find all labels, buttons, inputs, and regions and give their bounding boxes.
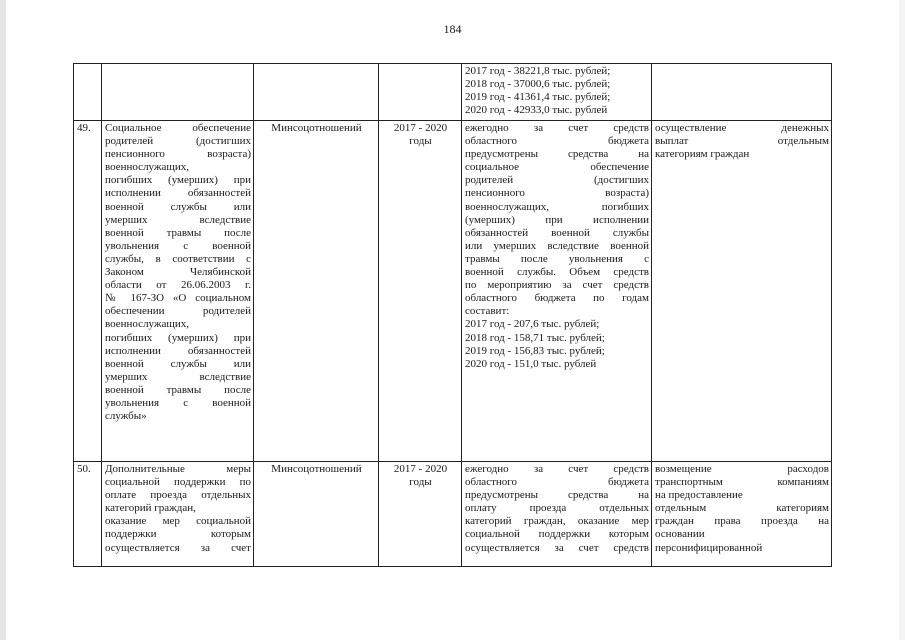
- cell-text-line: ежегодно за счет средств: [465, 122, 649, 134]
- cell-text-line: категориям граждан: [655, 148, 750, 161]
- table-row: [74, 121, 832, 462]
- cell-text-line: оплату проезда отдельных: [465, 502, 649, 515]
- cell-text-line: основании: [655, 528, 705, 541]
- page-number: 184: [443, 22, 462, 36]
- cell-name-empty: [102, 64, 254, 121]
- cell-text-line: областного бюджета: [465, 135, 649, 148]
- cell-text-line: Социальное обеспечение: [105, 122, 251, 134]
- cell-executor-empty: [254, 64, 379, 121]
- cell-text-line: выплат отдельным: [655, 135, 829, 148]
- cell-text-line: родителей (достигших: [105, 135, 251, 148]
- table-row: [74, 462, 832, 567]
- cell-text-line: предусмотрены средства на: [465, 489, 649, 502]
- cell-text-line: 2019 год - 156,83 тыс. рублей;: [465, 344, 605, 357]
- cell-num: 49.: [74, 121, 102, 462]
- cell-text-line: 2019 год - 41361,4 тыс. рублей;: [465, 91, 611, 104]
- cell-text-line: персонифицированной: [655, 541, 763, 554]
- cell-period-empty: [379, 64, 462, 121]
- cell-text-line: военнослужащих,: [105, 318, 189, 331]
- program-measures-table: [73, 63, 832, 567]
- cell-description: [462, 121, 652, 462]
- cell-text-line: увольнения с военной: [105, 239, 251, 252]
- cell-result: [652, 121, 832, 462]
- cell-text-line: (умерших) при исполнении: [465, 213, 649, 226]
- table-row-continuation: [74, 64, 832, 121]
- cell-name: [102, 121, 254, 462]
- cell-num: 50.: [74, 462, 102, 567]
- cell-text-line: обеспечении родителей: [105, 305, 251, 318]
- cell-description: [462, 462, 652, 567]
- cell-text-line: ежегодно за счет средств: [465, 463, 649, 475]
- cell-text-line: травмы после увольнения с: [465, 252, 649, 265]
- cell-text-line: граждан права проезда на: [655, 515, 829, 528]
- cell-text-line: пенсионного возраста): [465, 187, 649, 200]
- cell-text-line: социальной поддержки которым: [465, 528, 649, 541]
- cell-result-empty: [652, 64, 832, 121]
- cell-text-line: отдельным категориям: [655, 502, 829, 515]
- cell-text-line: исполнении обязанностей: [105, 187, 251, 200]
- cell-text-line: категорий граждан, оказание мер: [465, 515, 649, 528]
- cell-text-line: возмещение расходов: [655, 463, 829, 475]
- cell-text-line: военной травмы после: [105, 383, 251, 396]
- cell-text-line: на предоставление: [655, 489, 743, 502]
- cell-text-line: осуществляется за счет средств: [465, 541, 649, 554]
- cell-text-line: социальной поддержки по: [105, 476, 251, 489]
- cell-text-line: пенсионного возраста): [105, 148, 251, 161]
- cell-text-line: 2020 год - 151,0 тыс. рублей: [465, 357, 597, 370]
- cell-text-line: 2018 год - 158,71 тыс. рублей;: [465, 331, 605, 344]
- cell-text-line: военной службы или: [105, 200, 251, 213]
- cell-text-line: социальное обеспечение: [465, 161, 649, 174]
- cell-text-line: по мероприятию за счет средств: [465, 279, 649, 292]
- cell-text-line: 2017 год - 207,6 тыс. рублей;: [465, 318, 600, 331]
- cell-text-line: Дополнительные меры: [105, 463, 251, 475]
- cell-text-line: военнослужащих,: [105, 161, 189, 174]
- cell-text-line: обязанностей военной службы: [465, 226, 649, 239]
- cell-text-line: транспортным компаниям: [655, 476, 829, 489]
- document-page: [6, 0, 899, 640]
- cell-text-line: 2018 год - 37000,6 тыс. рублей;: [465, 78, 611, 91]
- cell-text-line: составит:: [465, 305, 510, 318]
- cell-text-line: области от 26.06.2003 г.: [105, 279, 251, 292]
- cell-period: 2017 - 2020 годы: [379, 121, 462, 462]
- cell-text-line: осуществляется за счет: [105, 541, 251, 554]
- cell-text-line: службы»: [105, 410, 147, 423]
- cell-text-line: оплате проезда отдельных: [105, 489, 251, 502]
- cell-period: 2017 - 2020 годы: [379, 462, 462, 567]
- cell-text-line: предусмотрены средства на: [465, 148, 649, 161]
- cell-text-line: 2020 год - 42933,0 тыс. рублей: [465, 104, 608, 117]
- cell-text-line: 2017 год - 38221,8 тыс. рублей;: [465, 65, 611, 77]
- cell-text-line: областного бюджета: [465, 476, 649, 489]
- cell-executor: Минсоцотношений: [254, 121, 379, 462]
- cell-text-line: умерших вследствие: [105, 370, 251, 383]
- cell-text-line: поддержки которым: [105, 528, 251, 541]
- cell-text-line: военной службы или: [105, 357, 251, 370]
- cell-text-line: Законом Челябинской: [105, 266, 251, 279]
- cell-text-line: или умерших вследствие военной: [465, 239, 649, 252]
- cell-text-line: погибших (умерших) при: [105, 331, 251, 344]
- cell-text-line: исполнении обязанностей: [105, 344, 251, 357]
- cell-name: [102, 462, 254, 567]
- cell-text-line: увольнения с военной: [105, 396, 251, 409]
- cell-text-line: военной травмы после: [105, 226, 251, 239]
- cell-text-line: осуществление денежных: [655, 122, 829, 134]
- cell-text-line: военной службы. Объем средств: [465, 266, 649, 279]
- cell-text-line: № 167-ЗО «О социальном: [105, 292, 251, 305]
- cell-text-line: службы, в соответствии с: [105, 252, 251, 265]
- cell-text-line: погибших (умерших) при: [105, 174, 251, 187]
- cell-text-line: областного бюджета по годам: [465, 292, 649, 305]
- cell-executor: Минсоцотношений: [254, 462, 379, 567]
- cell-text-line: умерших вследствие: [105, 213, 251, 226]
- cell-text-line: оказание мер социальной: [105, 515, 251, 528]
- cell-result: [652, 462, 832, 567]
- cell-num-empty: [74, 64, 102, 121]
- cell-description: [462, 64, 652, 121]
- cell-text-line: категорий граждан,: [105, 502, 196, 515]
- cell-text-line: родителей (достигших: [465, 174, 649, 187]
- cell-text-line: военнослужащих, погибших: [465, 200, 649, 213]
